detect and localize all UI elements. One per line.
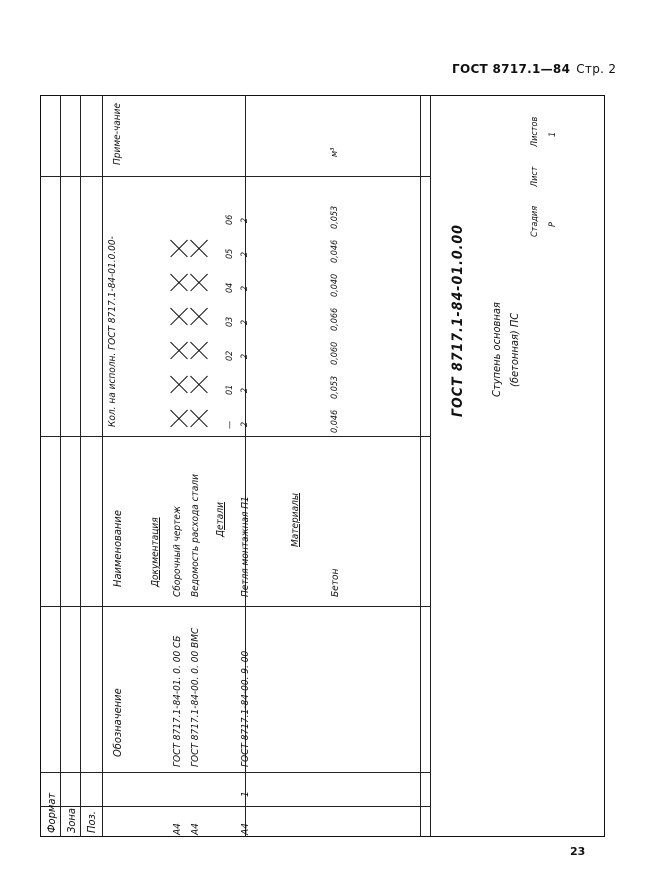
- row1-designation: ГОСТ 8717.1-84-01. 0. 00 СБ: [172, 635, 183, 767]
- section-materials: Материалы: [290, 493, 301, 547]
- row4-name: Бетон: [330, 568, 341, 597]
- cross-mark: [190, 375, 208, 393]
- col-designation: Обозначение: [110, 688, 124, 757]
- row4-qty-3: 0,066: [330, 307, 340, 331]
- col-note: Приме-чание: [111, 103, 123, 165]
- cross-mark: [190, 273, 208, 291]
- col-pos: Поз.: [84, 811, 98, 833]
- stamp-sheets-label: Листов: [530, 116, 540, 147]
- cross-mark: [170, 341, 188, 359]
- cross-mark: [170, 273, 188, 291]
- row3-qty-2: 2: [240, 353, 250, 359]
- row3-qty-3: 2: [240, 319, 250, 325]
- row1-format: А4: [172, 823, 183, 835]
- stamp-stage: Р: [548, 222, 558, 227]
- stamp-sheet-label: Лист: [530, 166, 540, 187]
- cross-mark: [170, 307, 188, 325]
- row4-qty-1: 0,053: [330, 375, 340, 399]
- page-number: 23: [570, 845, 586, 858]
- row2-designation: ГОСТ 8717.1-84-00. 0. 00 ВМС: [190, 627, 201, 767]
- stamp-sheets: 1: [548, 131, 558, 137]
- page-label: Стр. 2: [576, 62, 617, 76]
- row3-qty-4: 2: [240, 285, 250, 291]
- row4-qty-4: 0,040: [330, 273, 340, 297]
- row3-qty-6: 2: [240, 217, 250, 223]
- col-name: Наименование: [110, 510, 124, 587]
- section-documentation: Документация: [150, 517, 161, 587]
- row3-qty-1: 2: [240, 387, 250, 393]
- gost-number: ГОСТ 8717.1—84: [452, 62, 571, 76]
- variant-2: 02: [225, 350, 235, 361]
- row1-name: Сборочный чертеж: [172, 505, 183, 597]
- row4-qty-2: 0,060: [330, 341, 340, 365]
- row3-format: А4: [240, 823, 251, 835]
- cross-mark: [190, 341, 208, 359]
- col-format: Формат: [44, 792, 58, 833]
- row2-name: Ведомость расхода стали: [190, 474, 201, 597]
- page-header: [452, 62, 616, 76]
- row3-qty-5: 2: [240, 251, 250, 257]
- row2-format: А4: [190, 823, 201, 835]
- variant-3: 03: [225, 316, 235, 327]
- specification-table: [40, 95, 430, 837]
- row3-pos: 1: [240, 791, 251, 797]
- stamp-stage-label: Стадия: [530, 205, 540, 237]
- variant-6: 06: [225, 214, 235, 225]
- section-parts: Детали: [215, 502, 226, 537]
- variant-5: 05: [225, 248, 235, 259]
- row3-designation: ГОСТ 8717.1-84-00. 9. 00: [240, 650, 251, 767]
- col-qty-group: Кол. на исполн. ГОСТ 8717.1-84-01.0.00-: [106, 236, 118, 427]
- variant-1: 01: [225, 384, 235, 395]
- stamp-title-1: Ступень основная: [490, 302, 503, 397]
- row3-name: Петля монтажная П1: [240, 496, 251, 597]
- row4-qty-5: 0,046: [330, 239, 340, 263]
- stamp-title-2: (бетонная) ПС: [508, 312, 521, 387]
- row4-note: м³: [330, 147, 340, 157]
- cross-mark: [170, 409, 188, 427]
- row4-qty-6: 0,053: [330, 205, 340, 229]
- stamp-code: ГОСТ 8717.1-84-01.0.00: [450, 224, 466, 417]
- cross-mark: [190, 307, 208, 325]
- cross-mark: [190, 409, 208, 427]
- cross-mark: [170, 239, 188, 257]
- variant-0: —: [225, 420, 235, 429]
- cross-mark: [170, 375, 188, 393]
- cross-mark: [190, 239, 208, 257]
- specification-sheet: [40, 95, 605, 837]
- row4-qty-0: 0,046: [330, 409, 340, 433]
- row3-qty-0: 2: [240, 421, 250, 427]
- variant-4: 04: [225, 282, 235, 293]
- col-zone: Зона: [64, 808, 78, 833]
